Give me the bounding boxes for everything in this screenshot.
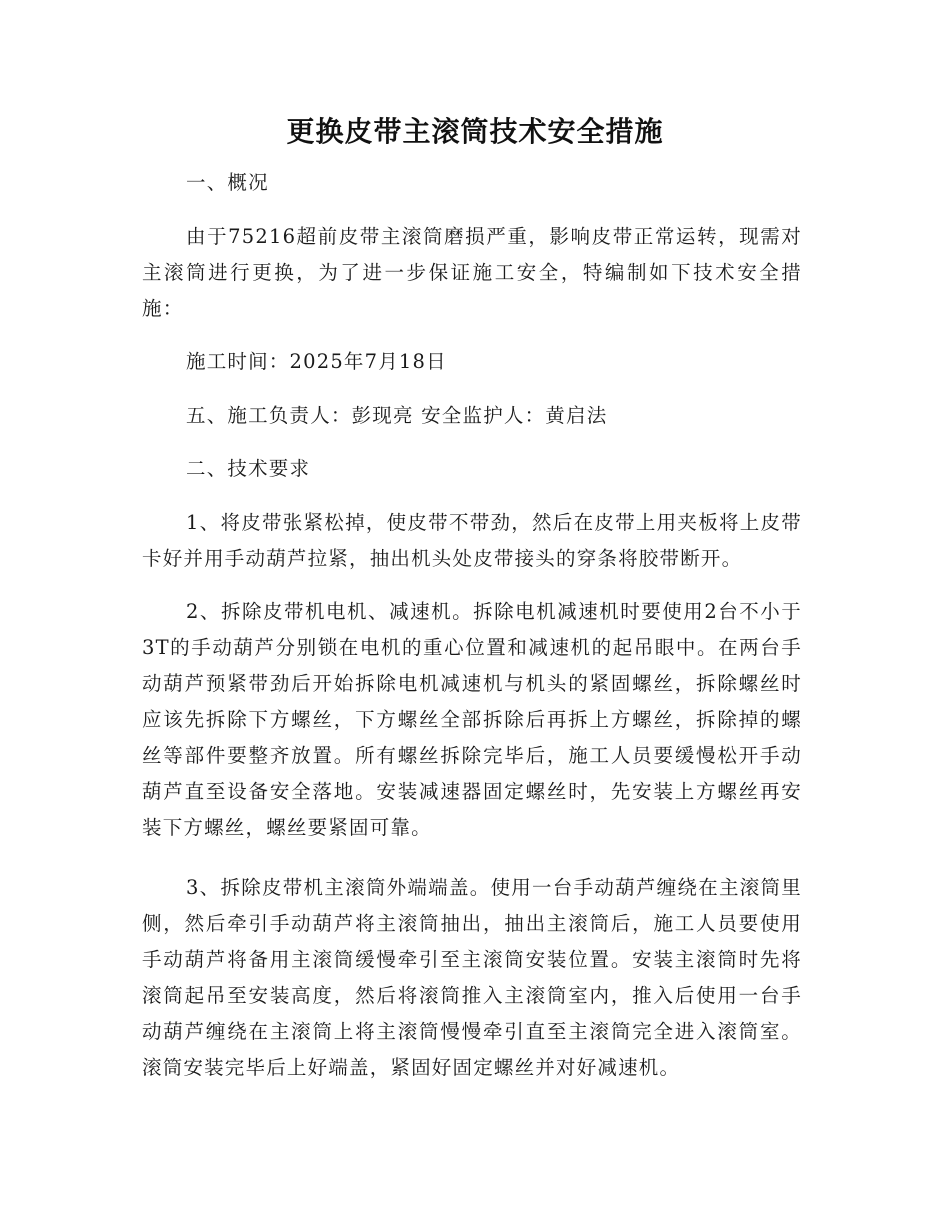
responsible-persons: 五、施工负责人：彭现亮 安全监护人：黄启法 <box>186 404 608 427</box>
document-title: 更换皮带主滚筒技术安全措施 <box>286 115 664 148</box>
intro-paragraph: 由于75216超前皮带主滚筒磨损严重，影响皮带正常运转，现需对主滚筒进行更换，为了进一步保证施工安全，特编制如下技术安全措施： <box>142 225 802 320</box>
requirement-item-1: 1、将皮带张紧松掉，使皮带不带劲，然后在皮带上用夹板将上皮带卡好并用手动葫芦拉紧，抽出机头处皮带接头的穿条将胶带断开。 <box>142 511 802 570</box>
section-heading-technical-requirements: 二、技术要求 <box>186 457 311 480</box>
requirement-item-3: 3、拆除皮带机主滚筒外端端盖。使用一台手动葫芦缠绕在主滚筒里侧，然后牵引手动葫芦将主滚筒抽出，抽出主滚筒后，施工人员要使用手动葫芦将备用主滚筒缓慢牵引至主滚筒安装位置。安装主滚筒时先将滚筒起吊至安装高度，然后将滚筒推入主滚筒室内，推入后使用一台手动葫芦缠绕在主滚筒上将主滚筒慢慢牵引直至主滚筒完全进入滚筒室。滚筒安装完毕后上好端盖，紧固好固定螺丝并对好减速机。 <box>142 876 802 1079</box>
section-heading-overview: 一、概况 <box>186 171 269 194</box>
construction-time: 施工时间：2025年7月18日 <box>186 350 447 373</box>
requirement-item-2: 2、拆除皮带机电机、减速机。拆除电机减速机时要使用2台不小于3T的手动葫芦分别锁在电机的重心位置和减速机的起吊眼中。在两台手动葫芦预紧带劲后开始拆除电机减速机与机头的紧固螺丝，拆除螺丝时应该先拆除下方螺丝，下方螺丝全部拆除后再拆上方螺丝，拆除掉的螺丝等部件要整齐放置。所有螺丝拆除完毕后，施工人员要缓慢松开手动葫芦直至设备安全落地。安装减速器固定螺丝时，先安装上方螺丝再安装下方螺丝，螺丝要紧固可靠。 <box>142 600 802 839</box>
